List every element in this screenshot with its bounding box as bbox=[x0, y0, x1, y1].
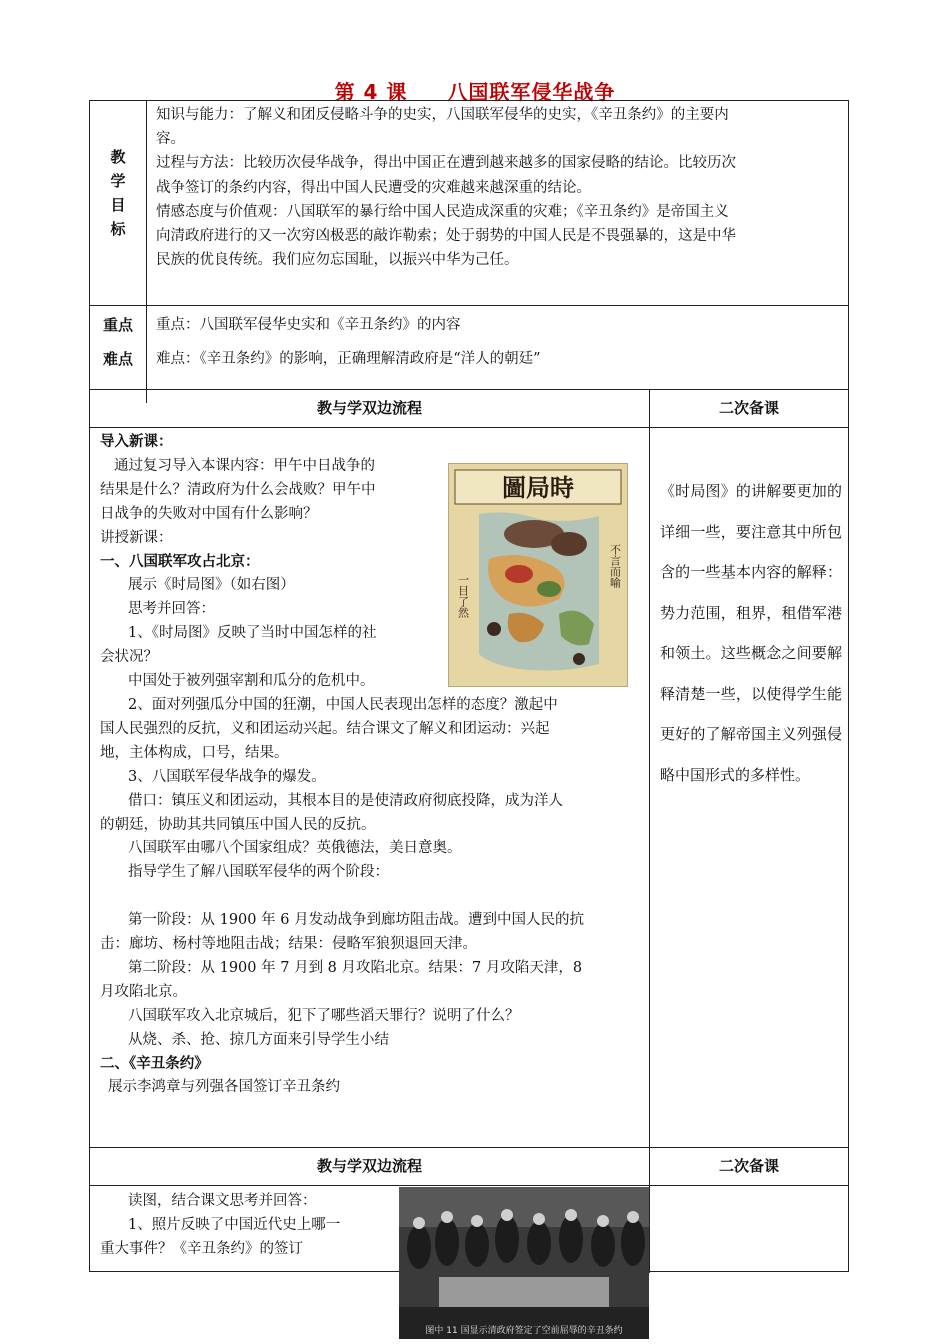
treaty-signing-photo bbox=[399, 1187, 649, 1339]
lesson-number: 第 4 课 bbox=[334, 80, 408, 104]
lesson-plan-table bbox=[89, 100, 849, 1336]
svg-text:不言而喻: 不言而喻 bbox=[608, 544, 622, 588]
key-point-label: 重点 bbox=[102, 316, 133, 334]
image-title: 圖局時 bbox=[502, 473, 574, 502]
flow-header: 教与学双边流程 bbox=[316, 399, 422, 417]
flow2-content: 读图，结合课文思考并回答： 1、照片反映了中国近代史上哪一 重大事件？《辛丑条约》的签订 bbox=[100, 1193, 341, 1257]
prep-header-2: 二次备课 bbox=[718, 1157, 779, 1175]
prep-header: 二次备课 bbox=[718, 399, 779, 417]
lesson-name: 八国联军侵华战争 bbox=[447, 80, 616, 104]
difficult-point-label: 难点 bbox=[102, 350, 133, 368]
objectives-text: 知识与能力：了解义和团反侵略斗争的史实，八国联军侵华的史实，《辛丑条约》的主要内 容。 过程与方法：比较历次侵华战争，得出中国正在遭到越来越多的国家侵略的结论。比较历次 战争签订的条约内容，得出中国人民遭受的灾难越来越深重的结论。 情感态度与价值观：八国联军的暴行给中国人民造成深重的灾难；《辛丑条约》是帝国主义 向清政府进行的又一次穷凶极恶的敲诈勒索；处于弱势的中国人民是不畏强暴的，这是中华 民族的优良传统。我们应勿忘国耻，以振兴中华为己任。 bbox=[156, 107, 736, 269]
photo-caption: 图中 11 国显示清政府签定了空前屈辱的辛丑条约 bbox=[425, 1326, 623, 1336]
flow-content: 导入新课： 通过复习导入本课内容：甲午中日战争的 结果是什么？清政府为什么会战败？甲午中 日战争的失败对中国有什么影响？ 讲授新课： 一、八国联军攻占北京： 展示《时局图》（如右图） 思考并回答： 1、《时局图》反映了当时中国怎样的社 会状况？ 中国处于被列强宰割和瓜分的危机中。 2、面对列强瓜分中国的狂潮，中国人民表现出怎样的态度？激起中 国人民强烈的反抗，义和团运动兴起。结合课文了解义和团运动：兴起 地，主体构成，口号，结果。 3、八国联军侵华战争的爆发。 借口：镇压义和团运动，其根本目的是使清政府彻底投降，成为洋人 的朝廷，协助其共同镇压中国人民的反抗。 八国联军由哪八个国家组成？英俄德法，美日意奥。 指导学生了解八国联军侵华的两个阶段： 第一阶段：从 1900 年 6 月发动战争到廊坊阻击战。遭到中国人民的抗 击：廊坊、杨村等地阻击战；结果：侵略军狼狈退回天津。 第二阶段：从 1900 年 7 月到 8 月攻陷北京。结果：7 月攻陷天津，8 月攻陷北京。 八国联军攻入北京城后，犯下了哪些滔天罪行？说明了什么？ 从烧、杀、抢、掠几方面来引导学生小结 二、《辛丑条约》 展示李鸿章与列强各国签订辛丑条约 bbox=[100, 434, 585, 1096]
svg-text:一目了然: 一目了然 bbox=[456, 574, 470, 618]
flow-header-2: 教与学双边流程 bbox=[316, 1157, 422, 1175]
shiju-tu-image bbox=[448, 463, 628, 687]
key-point-text: 重点：八国联军侵华史实和《辛丑条约》的内容 bbox=[156, 317, 461, 333]
objectives-label: 教 学 目 标 bbox=[110, 148, 126, 238]
prep-note: 《时局图》的讲解要更加的详细一些，要注意其中所包含的一些基本内容的解释：势力范围，租界，租借军港和领土。这些概念之间要解释清楚一些，以使得学生能更好的了解帝国主义列强侵略中国形式的多样性。 bbox=[660, 482, 842, 784]
difficult-point-text: 难点：《辛丑条约》的影响，正确理解清政府是“洋人的朝廷” bbox=[156, 351, 541, 367]
